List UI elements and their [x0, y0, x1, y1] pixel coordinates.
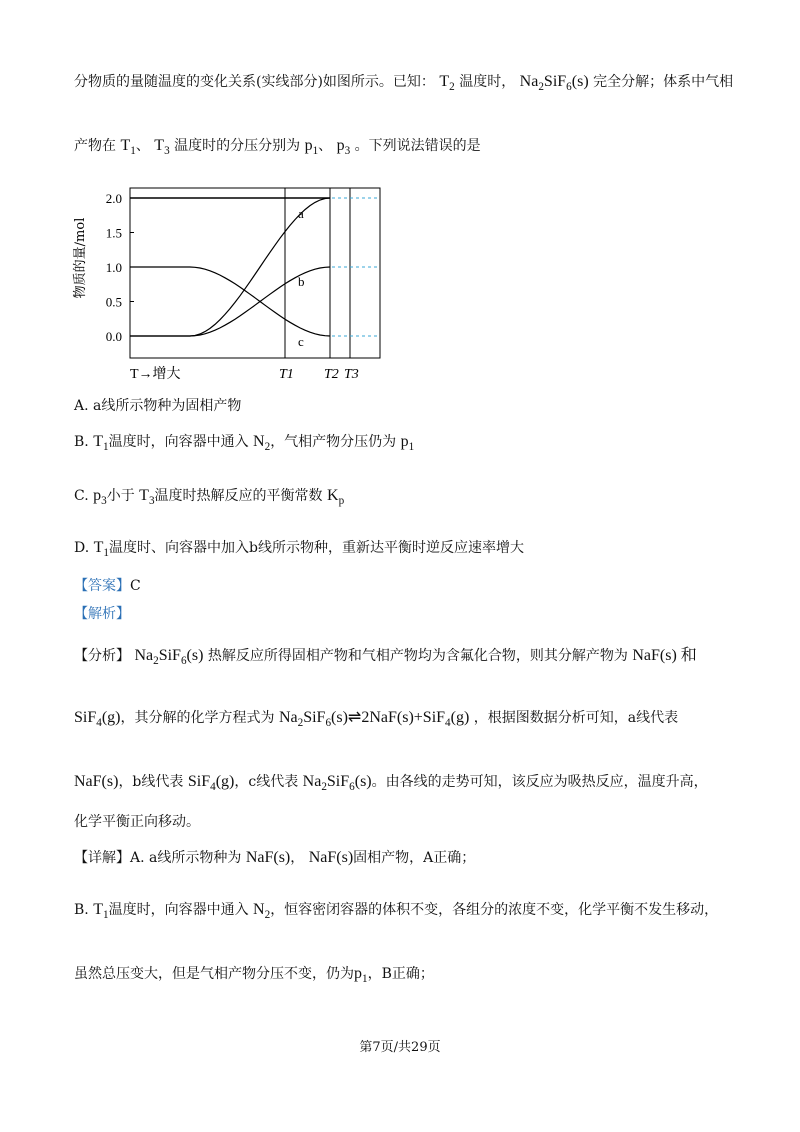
analysis-p3: NaF(s)，b线代表 SiF$_4$(g)，c线代表 $Na_2SiF_6(s)$。由各线的走势可知，该反应为吸热反应，温度升高，	[74, 773, 708, 794]
t2-symbol: $T_2$	[439, 73, 455, 94]
option-b: B. $T_1$温度时，向容器中通入 $N_2$，气相产物分压仍为 $p_1$	[74, 433, 415, 454]
page-footer: 第7页/共29页	[359, 1040, 441, 1055]
analysis-p4: 化学平衡正向移动。	[74, 814, 200, 830]
dashed-extensions	[332, 198, 378, 336]
p1-symbol: $p_1$	[400, 433, 415, 454]
t1-symbol: $T_1$	[93, 433, 109, 454]
x-markers	[279, 367, 359, 382]
y-tick-label: 2.0	[105, 191, 122, 206]
series-c-label: c	[298, 334, 304, 349]
kp-symbol: $K_p$	[327, 487, 345, 508]
x-marker-label: T3	[344, 367, 359, 382]
intro-text: 完全分解；体系中气相	[593, 74, 734, 90]
t3-symbol: $T_3$	[154, 137, 170, 158]
p1-symbol: $p_1$	[304, 137, 319, 158]
intro-line-2: 产物在 $T_1$、 $T_3$ 温度时的分压分别为 $p_1$、 $p_3$ 。下列说法错误的是	[74, 137, 481, 158]
detail-b: B. $T_1$温度时，向容器中通入 $N_2$，恒容密闭容器的体积不变，各组分的浓度不变，化学平衡不发生移动，	[74, 901, 719, 922]
x-marker-label: T1	[279, 367, 294, 382]
answer-line: 【答案】C	[74, 578, 141, 594]
y-tick-label: 0.0	[105, 329, 122, 344]
intro-text: 分物质的量随温度的变化关系(实线部分)如图所示。已知：	[74, 74, 435, 90]
intro-text: 温度时的分压分别为	[174, 138, 301, 154]
detail-b-cont: 虽然总压变大，但是气相产物分压不变，仍为$p_1$，B正确；	[74, 965, 434, 986]
series-a-label: a	[298, 206, 304, 221]
y-axis-label: 物质的量/mol	[73, 217, 88, 299]
n2-symbol: $N_2$	[253, 433, 271, 454]
t1-symbol: $T_1$	[93, 539, 110, 560]
x-axis-label: T→增大	[130, 367, 181, 382]
option-c: C. $p_3$小于 $T_3$温度时热解反应的平衡常数 $K_p$	[74, 487, 345, 508]
y-tick-label: 1.0	[105, 260, 122, 275]
analysis-heading: 【解析】	[74, 606, 130, 622]
y-tick-label: 0.5	[105, 294, 122, 310]
intro-text: 。下列说法错误的是	[354, 138, 481, 154]
analysis-p2: SiF$_4$(g)，其分解的化学方程式为 $Na_2SiF_6(s)\rightleftharpoons 2NaF(s)+SiF_4(g)$ ，根据图数据分析可知，a线代表	[74, 709, 679, 730]
option-a: A. a线所示物种为固相产物	[74, 398, 242, 414]
p3-symbol: $p_3$	[93, 487, 107, 508]
formula-na2sif6: $Na_2SiF_6(s)$	[519, 73, 589, 94]
series-b-label: b	[298, 274, 305, 289]
phase-chart	[70, 178, 390, 388]
p3-symbol: $p_3$	[336, 137, 351, 158]
intro-text: 产物在	[74, 138, 116, 154]
option-d: D. $T_1$温度时、向容器中加入b线所示物种，重新达平衡时逆反应速率增大	[74, 539, 524, 560]
y-tick-label: 1.5	[105, 225, 122, 241]
intro-line-1	[74, 72, 740, 97]
analysis-p1: 【分析】 $Na_2SiF_6(s)$ 热解反应所得固相产物和气相产物均为含氟化合物，则其分解产物为 NaF(s) 和	[74, 647, 697, 668]
detail-a: 【详解】A. a线所示物种为 NaF(s)， NaF(s)固相产物，A正确；	[74, 849, 476, 866]
t3-symbol: $T_3$	[139, 487, 155, 508]
x-marker-label: T2	[324, 367, 339, 382]
t1-symbol: $T_1$	[120, 137, 136, 158]
intro-text: 温度时，	[459, 74, 516, 90]
